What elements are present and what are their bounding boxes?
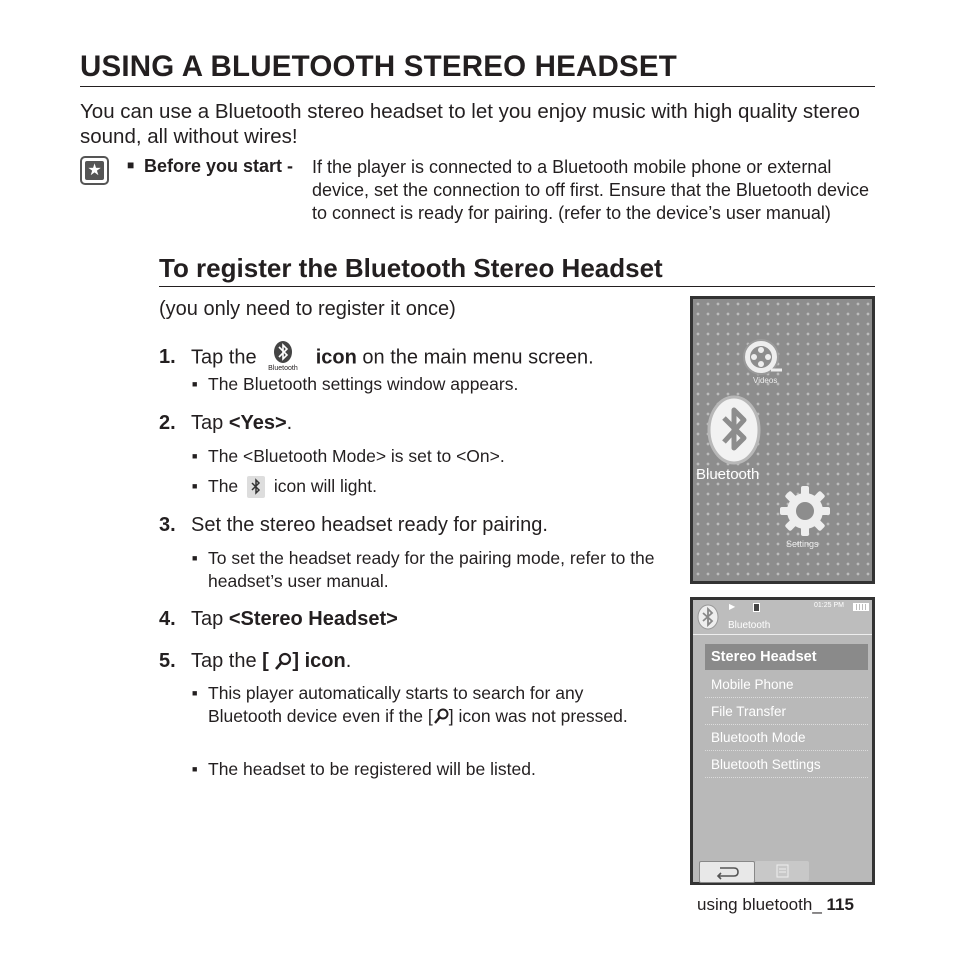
screen-header: Bluetooth xyxy=(728,620,771,631)
main-menu-screenshot xyxy=(690,296,875,584)
menu-file-transfer[interactable]: File Transfer xyxy=(705,699,868,725)
step-4: 4. Tap <Stereo Headset> xyxy=(159,608,398,630)
bluetooth-menu-screenshot xyxy=(690,597,875,885)
star-icon: ★ xyxy=(80,156,109,185)
play-icon: ▶ xyxy=(729,602,736,611)
page-title: USING A BLUETOOTH STEREO HEADSET xyxy=(80,50,677,83)
menu-mobile-phone[interactable]: Mobile Phone xyxy=(705,672,868,698)
bluetooth-label: Bluetooth xyxy=(696,466,760,483)
search-icon xyxy=(274,652,292,672)
note-bullet: ■ xyxy=(127,158,135,172)
bluetooth-menu-icon: Bluetooth xyxy=(266,340,306,376)
intro-text: You can use a Bluetooth stereo headset to let you enjoy music with high quality stereo sound, all without wires! xyxy=(80,100,860,148)
section-title: To register the Bluetooth Stereo Headset xyxy=(159,253,663,283)
videos-label: Videos xyxy=(753,376,778,385)
battery-icon xyxy=(853,603,869,611)
search-icon xyxy=(433,708,449,726)
settings-gear-icon[interactable] xyxy=(778,484,832,538)
section-rule xyxy=(159,286,875,287)
videos-icon[interactable] xyxy=(741,337,785,381)
back-button[interactable] xyxy=(699,861,755,883)
step-5-bullet-1: ■ This player automatically starts to search for any Bluetooth device even if the [ ] icon was not pressed. xyxy=(192,683,628,726)
clock: 01:25 PM xyxy=(814,602,844,609)
register-once-note: (you only need to register it once) xyxy=(159,298,456,320)
settings-label: Settings xyxy=(786,539,819,549)
step-number: 1. xyxy=(159,346,176,369)
page-footer: using bluetooth_ 115 xyxy=(697,895,854,914)
menu-stereo-headset[interactable]: Stereo Headset xyxy=(705,644,868,670)
step-3: 3. Set the stereo headset ready for pairing. xyxy=(159,514,548,536)
note-label: Before you start - xyxy=(144,156,294,176)
status-bar xyxy=(693,600,872,635)
battery-small-icon xyxy=(753,603,760,612)
menu-button[interactable] xyxy=(755,861,809,881)
menu-bluetooth-settings[interactable]: Bluetooth Settings xyxy=(705,752,868,778)
bluetooth-large-icon[interactable] xyxy=(706,394,762,466)
step-5: 5. Tap the [ ] icon. xyxy=(159,650,352,672)
step-2: 2. Tap <Yes>. xyxy=(159,412,293,434)
title-rule xyxy=(80,86,875,87)
step-1: 1. Tap the Bluetooth icon on the main menu screen. xyxy=(159,340,594,376)
bluetooth-status-icon xyxy=(247,476,265,498)
page-number: 115 xyxy=(826,895,854,914)
bluetooth-header-icon xyxy=(697,604,719,630)
menu-bluetooth-mode[interactable]: Bluetooth Mode xyxy=(705,725,868,751)
note-text: If the player is connected to a Bluetooth mobile phone or external device, set the connection to off first. Ensure that the Bluetooth device to connect is ready for pairing. (refer to the device’s user manual) xyxy=(312,157,870,223)
